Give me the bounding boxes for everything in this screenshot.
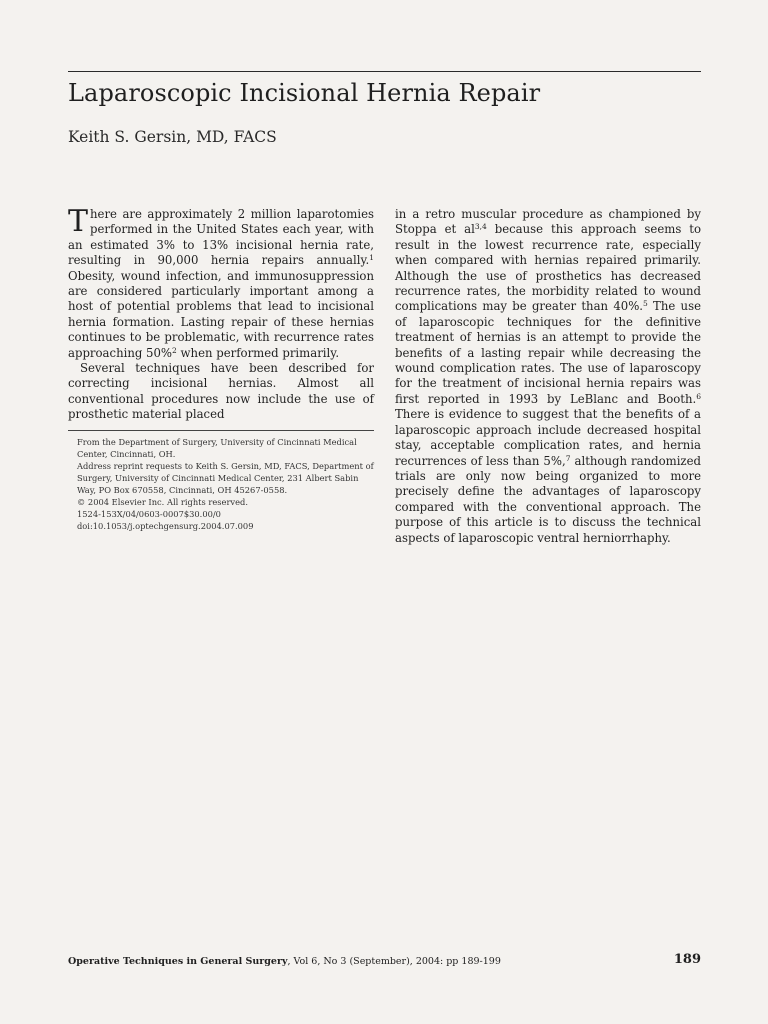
footnote-block	[68, 436, 378, 532]
journal-volume-pages: , Vol 6, No 3 (September), 2004: pp 189-199	[287, 956, 501, 967]
article-author: Keith S. Gersin, MD, FACS	[68, 128, 277, 146]
article-title: Laparoscopic Incisional Hernia Repair	[68, 79, 541, 107]
journal-citation	[68, 955, 501, 969]
paragraph-2-text: The use of laparoscopic techniques for the definitive treatment of hernias is an attempt to provide the benefits of a lasting repair while decreasing the wound complication rates. The use of laparoscopy for the treatment of incisional hernia repairs was first reported in 1993 by LeBlanc and Booth.	[395, 299, 701, 406]
citation-superscript: 2	[172, 345, 177, 355]
top-rule	[68, 71, 701, 72]
paragraph-2-text: Several techniques have been described for correcting incisional hernias. Almost all conventional procedures now include the use of prosthetic material placed	[68, 361, 374, 422]
paragraph-1-text: when performed primarily.	[176, 345, 340, 360]
paragraph-2-continued	[395, 207, 701, 546]
footnote-rule	[68, 430, 374, 431]
citation-superscript: 1	[369, 253, 374, 263]
page-number: 189	[673, 952, 701, 967]
paragraph-2-text: although randomized trials are only now being organized to more precisely define the advantages of laparoscopy compared with the conventional approach. The purpose of this article is to discuss the technical aspects of laparoscopic ventral herniorrhaphy.	[395, 453, 701, 545]
paragraph-2-text: because this approach seems to result in the lowest recurrence rate, especially when compared with hernias repaired primarily. Although the use of prosthetics has decreased recurrence rates, the morbidity related to wound complications may be greater than 40%.	[395, 222, 701, 314]
paragraph-1	[68, 204, 374, 361]
paragraph-1-text: Obesity, wound infection, and immunosuppression are considered particularly important among a host of potential problems that lead to incisional hernia formation. Lasting repair of these hernias continues to be problematic, with recurrence rates approaching 50%	[68, 268, 374, 360]
footnote-issn: 1524-153X/04/0603-0007$30.00/0	[77, 509, 221, 519]
citation-superscript: 3,4	[474, 222, 487, 232]
journal-name: Operative Techniques in General Surgery	[68, 956, 288, 967]
citation-superscript: 5	[643, 299, 648, 309]
paragraph-2-text: There is evidence to suggest that the benefits of a laparoscopic approach include decreased hospital stay, acceptable complication rates, and hernia recurrences of less than 5%,	[395, 407, 701, 468]
citation-superscript: 7	[565, 453, 571, 463]
body-column-right	[395, 207, 701, 546]
footnote-copyright: © 2004 Elsevier Inc. All rights reserved.	[77, 497, 248, 507]
drop-cap: T	[68, 204, 89, 239]
footnote-doi: doi:10.1053/j.optechgensurg.2004.07.009	[77, 521, 254, 531]
citation-superscript: 6	[696, 391, 701, 401]
paragraph-2-text: in a retro muscular procedure as championed by Stoppa et al	[395, 207, 701, 237]
footnote-affiliation: From the Department of Surgery, University of Cincinnati Medical Center, Cincinnati, OH.	[77, 437, 357, 459]
footnote-reprint-address: Address reprint requests to Keith S. Gersin, MD, FACS, Department of Surgery, University of Cincinnati Medical Center, 231 Albert Sabin Way, PO Box 670558, Cincinnati, OH 45267-0558.	[77, 461, 374, 495]
paragraph-2	[68, 361, 374, 423]
paragraph-1-text: here are approximately 2 million laparotomies performed in the United States each year, with an estimated 3% to 13% incisional hernia rate, resulting in 90,000 hernia repairs annually.	[68, 207, 374, 268]
body-column-left	[68, 204, 374, 423]
